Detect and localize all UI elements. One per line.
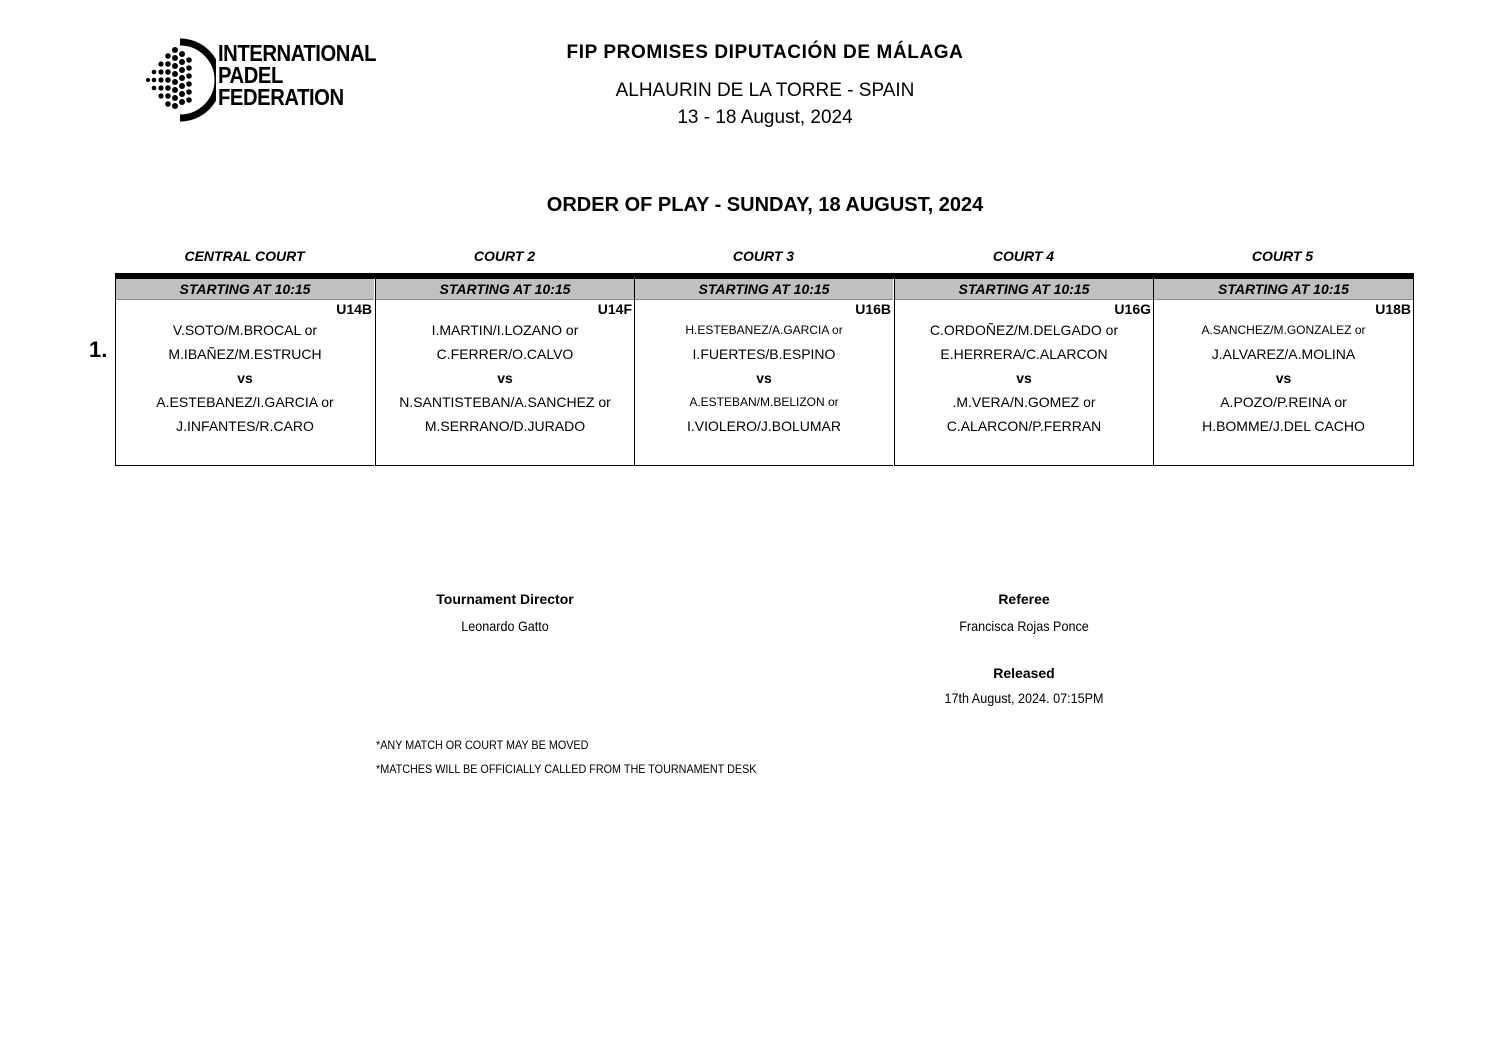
- match-cell-central-court: [115, 279, 374, 466]
- team-1-option-a: V.SOTO/M.BROCAL or: [172, 322, 318, 338]
- tournament-dates: 13 - 18 August, 2024: [677, 107, 853, 128]
- team-1-option-b: E.HERRERA/C.ALARCON: [940, 346, 1108, 362]
- match-cell-court-5: [1153, 279, 1414, 466]
- vs-label: vs: [237, 370, 253, 386]
- footnote: *MATCHES WILL BE OFFICIALLY CALLED FROM THE TOURNAMENT DESK: [376, 762, 757, 776]
- order-of-play-title: ORDER OF PLAY - SUNDAY, 18 AUGUST, 2024: [546, 194, 984, 216]
- vs-label: vs: [1016, 370, 1032, 386]
- category-label: U14F: [597, 301, 632, 317]
- match-cell-court-4: [894, 279, 1153, 466]
- team-1-option-a: C.ORDOÑEZ/M.DELGADO or: [929, 322, 1119, 338]
- team-2-option-a: A.POZO/P.REINA or: [1220, 394, 1347, 410]
- team-1-option-b: M.IBAÑEZ/M.ESTRUCH: [168, 346, 322, 362]
- match-row-number: 1.: [89, 337, 108, 362]
- released-label: Released: [993, 665, 1055, 681]
- court-header: COURT 4: [992, 248, 1055, 264]
- team-2-option-a: A.ESTEBANEZ/I.GARCIA or: [156, 394, 334, 410]
- team-1-option-b: C.FERRER/O.CALVO: [436, 346, 574, 362]
- logo-wordmark: INTERNATIONAL PADEL FEDERATION: [218, 40, 377, 110]
- director-name: Leonardo Gatto: [461, 618, 549, 634]
- team-1-option-a: I.MARTIN/I.LOZANO or: [431, 322, 579, 338]
- team-2-option-a: .M.VERA/N.GOMEZ or: [952, 394, 1096, 410]
- court-header: COURT 2: [473, 248, 536, 264]
- start-time: STARTING AT 10:15: [376, 279, 634, 300]
- referee-label: Referee: [998, 591, 1050, 607]
- category-label: U16B: [855, 301, 891, 317]
- team-2-option-a: A.ESTEBAN/M.BELIZON or: [689, 395, 839, 409]
- team-2-option-b: H.BOMME/J.DEL CACHO: [1202, 418, 1365, 434]
- court-header: CENTRAL COURT: [184, 248, 305, 264]
- match-cell-court-3: [634, 279, 893, 466]
- vs-label: vs: [756, 370, 772, 386]
- team-2-option-b: C.ALARCON/P.FERRAN: [946, 418, 1102, 434]
- vs-label: vs: [497, 370, 513, 386]
- team-2-option-a: N.SANTISTEBAN/A.SANCHEZ or: [399, 394, 611, 410]
- vs-label: vs: [1275, 370, 1292, 386]
- court-header: COURT 3: [732, 248, 795, 264]
- team-1-option-a: A.SANCHEZ/M.GONZALEZ or: [1201, 323, 1366, 337]
- team-1-option-b: I.FUERTES/B.ESPINO: [692, 346, 836, 362]
- start-time: STARTING AT 10:15: [635, 279, 893, 300]
- tournament-title: FIP PROMISES DIPUTACIÓN DE MÁLAGA: [566, 42, 964, 63]
- team-2-option-b: I.VIOLERO/J.BOLUMAR: [686, 418, 842, 434]
- team-1-option-b: J.ALVAREZ/A.MOLINA: [1211, 346, 1356, 362]
- schedule-table: [115, 273, 1414, 467]
- start-time: STARTING AT 10:15: [116, 279, 374, 300]
- court-header: COURT 5: [1251, 248, 1314, 264]
- director-label: Tournament Director: [436, 591, 574, 607]
- category-label: U16G: [1114, 301, 1151, 317]
- released-timestamp: 17th August, 2024. 07:15PM: [944, 690, 1104, 706]
- start-time: STARTING AT 10:15: [1154, 279, 1413, 300]
- referee-name: Francisca Rojas Ponce: [959, 618, 1089, 634]
- tournament-venue: ALHAURIN DE LA TORRE - SPAIN: [615, 80, 915, 101]
- match-cell-court-2: [375, 279, 634, 466]
- team-2-option-b: J.INFANTES/R.CARO: [176, 418, 314, 434]
- team-1-option-a: H.ESTEBANEZ/A.GARCIA or: [685, 323, 843, 337]
- category-label: U18B: [1375, 301, 1411, 317]
- start-time: STARTING AT 10:15: [895, 279, 1153, 300]
- footnote: *ANY MATCH OR COURT MAY BE MOVED: [376, 738, 589, 752]
- team-2-option-b: M.SERRANO/D.JURADO: [424, 418, 586, 434]
- category-label: U14B: [336, 301, 372, 317]
